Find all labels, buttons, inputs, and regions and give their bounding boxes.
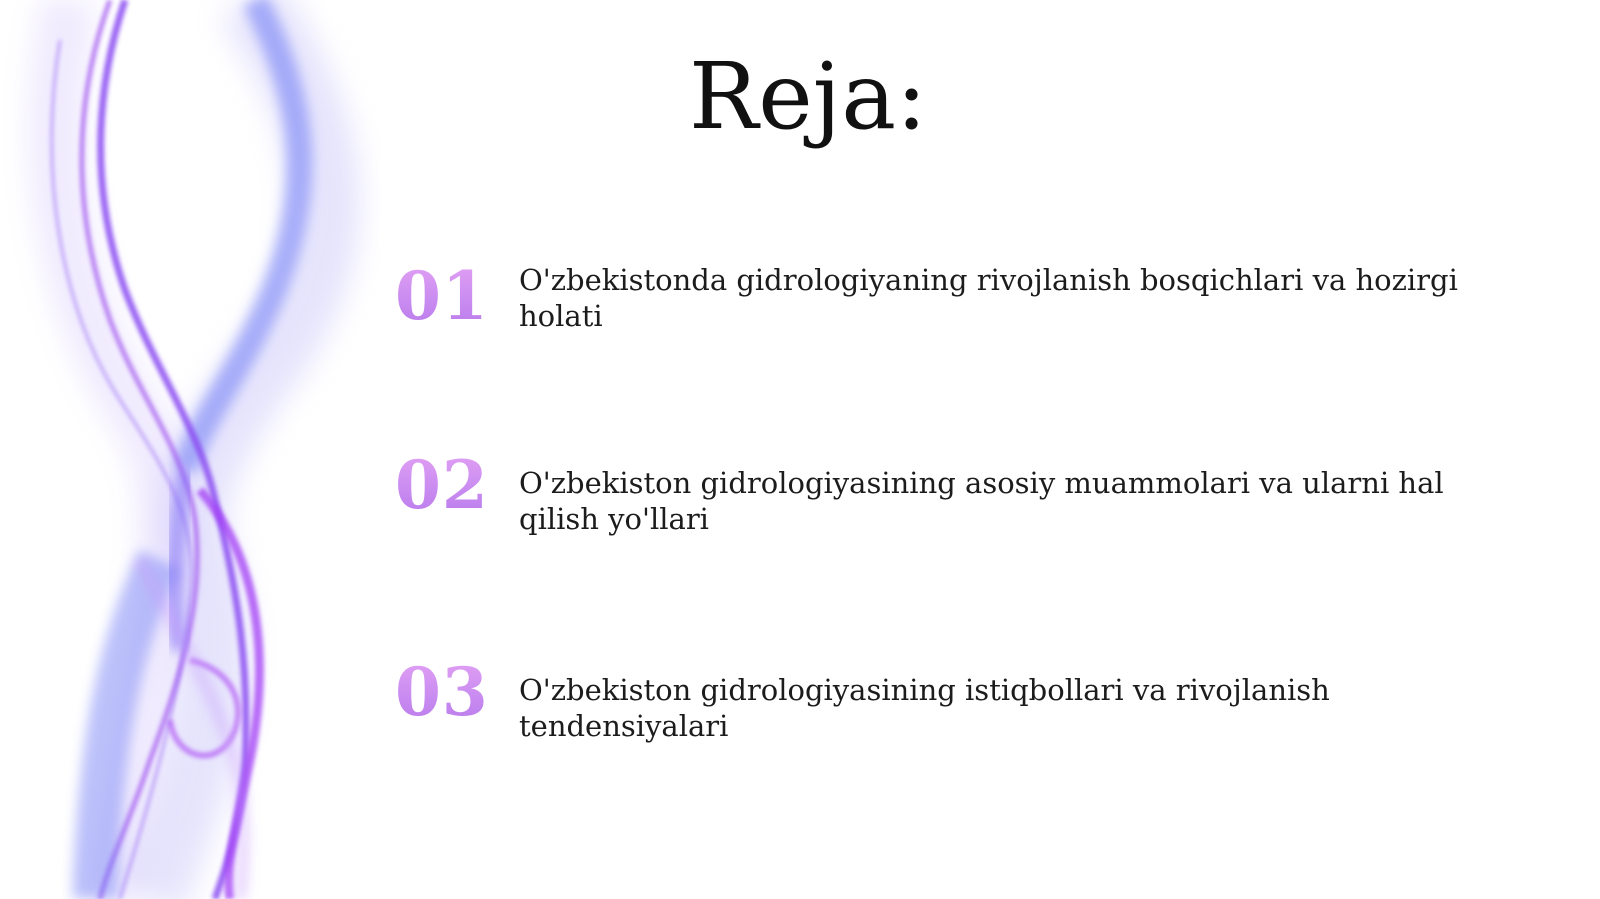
item-number: 02 — [395, 446, 489, 524]
slide-title: Reja: — [688, 43, 928, 150]
item-text: O'zbekistonda gidrologiyaning rivojlanish bosqichlari va hozirgi holati — [519, 263, 1458, 333]
plan-item — [395, 256, 1475, 346]
plan-item — [395, 652, 1475, 742]
plan-item — [395, 445, 1475, 535]
item-text: O'zbekiston gidrologiyasining asosiy muammolari va ularni hal qilish yo'llari — [519, 466, 1444, 536]
item-number: 03 — [395, 653, 489, 731]
item-number: 01 — [395, 257, 489, 335]
item-text: O'zbekiston gidrologiyasining istiqbollari va rivojlanish tendensiyalari — [519, 673, 1330, 743]
